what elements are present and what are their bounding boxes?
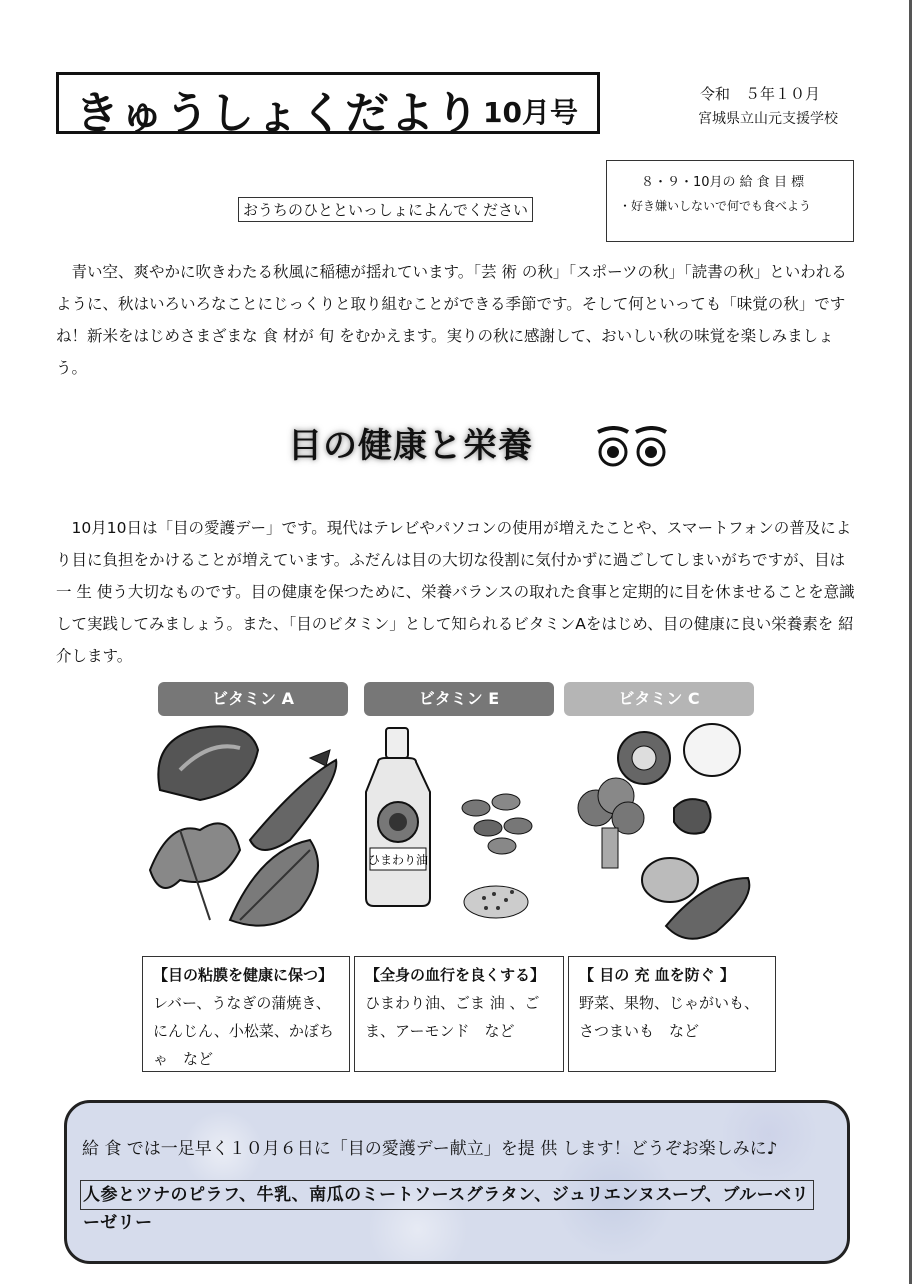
vitamin-c-heading: 【 目の 充 血を防ぐ 】	[579, 966, 735, 984]
vitamin-e-foods: ひまわり油、ごま 油 、ごま、アーモンド など	[365, 994, 540, 1040]
vitamin-a-foods-illustration	[140, 720, 350, 946]
vitamin-a-info-box	[142, 956, 350, 1072]
vitamin-c-tab: ビタミン C	[564, 682, 754, 716]
komatsuna-icon	[150, 823, 240, 888]
potato-icon	[642, 858, 698, 902]
broccoli-icon	[578, 778, 644, 868]
school-name: 宮城県立山元支援学校	[698, 111, 838, 127]
vitamin-e-heading: 【全身の血行を良くする】	[365, 966, 546, 984]
oil-label: ひまわり油	[367, 853, 429, 867]
carrot-icon	[250, 760, 336, 850]
lemon-icon	[684, 724, 740, 776]
eyes-icon	[596, 426, 668, 470]
special-menu: 人参とツナのピラフ、牛乳、南瓜のミートソースグラタン、ジュリエンヌスープ、ブルーベリーゼリー	[80, 1180, 814, 1210]
vitamin-e-foods-illustration	[356, 722, 556, 948]
vitamin-c-foods-illustration	[566, 718, 760, 948]
almonds-icon	[462, 794, 532, 854]
read-together-note: おうちのひとといっしょによんでください	[238, 197, 533, 222]
intro-paragraph: 青い空、爽やかに吹きわたる秋風に稲穂が揺れています。「芸 術 の秋」「スポーツの秋」「読書の秋」といわれるように、秋はいろいろなことにじっくりと取り組むことができる季節です。そして何といっても「味覚の秋」ですね！新米をはじめさまざまな 食 材が 旬 をむかえます。実りの秋に感謝して、おいしい秋の味覚を楽しみましょう。	[56, 263, 847, 377]
lunch-goal-box	[606, 160, 854, 242]
bell-pepper-icon	[674, 799, 711, 834]
section-paragraph: 10月10日は「目の愛護デー」です。現代はテレビやパソコンの使用が増えたことや、スマートフォンの普及により目に負担をかけることが増えています。ふだんは目の大切な役割に気付かずに過ごしてしまいがちですが、目は一 生 使う大切なものです。目の健康を保つために、栄養バランスの取れた食事と定期的に目を休ませることを意識して実践してみましょう。また、「目のビタミン」として知られるビタミンAをはじめ、目の健康に良い栄養素を 紹 介します。	[56, 519, 855, 665]
vitamin-c-info-box	[568, 956, 776, 1072]
sesame-seeds-icon	[464, 886, 528, 918]
vitamin-a-heading: 【目の粘膜を健康に保つ】	[153, 966, 334, 984]
newsletter-title-box	[56, 72, 600, 139]
goal-title: ８・９・10月の 給 食 目 標	[641, 175, 805, 190]
liver-icon	[158, 726, 258, 800]
vitamin-a-foods: レバー、うなぎの蒲焼き、にんじん、小松菜、かぼちゃ など	[153, 994, 334, 1068]
newsletter-title: きゅうしょくだより	[75, 88, 480, 139]
leafy-greens-icon	[230, 840, 318, 926]
vitamin-a-tab: ビタミン A	[158, 682, 348, 716]
goal-text: ・好き嫌いしないで何でも食べよう	[619, 199, 812, 213]
menu-announcement: 給 食 では一足早く１０月６日に「目の愛護デー献立」を提 供 します！どうぞお楽しみに♪	[82, 1139, 778, 1159]
vitamin-e-info-box	[354, 956, 564, 1072]
section-title: 目の健康と栄養	[288, 426, 533, 466]
issue-label: 10月号	[483, 96, 578, 129]
issue-date: 令和 ５年１０月	[700, 85, 821, 103]
vitamin-e-tab: ビタミン E	[364, 682, 554, 716]
vitamin-c-foods: 野菜、果物、じゃがいも、さつまいも など	[579, 994, 760, 1040]
